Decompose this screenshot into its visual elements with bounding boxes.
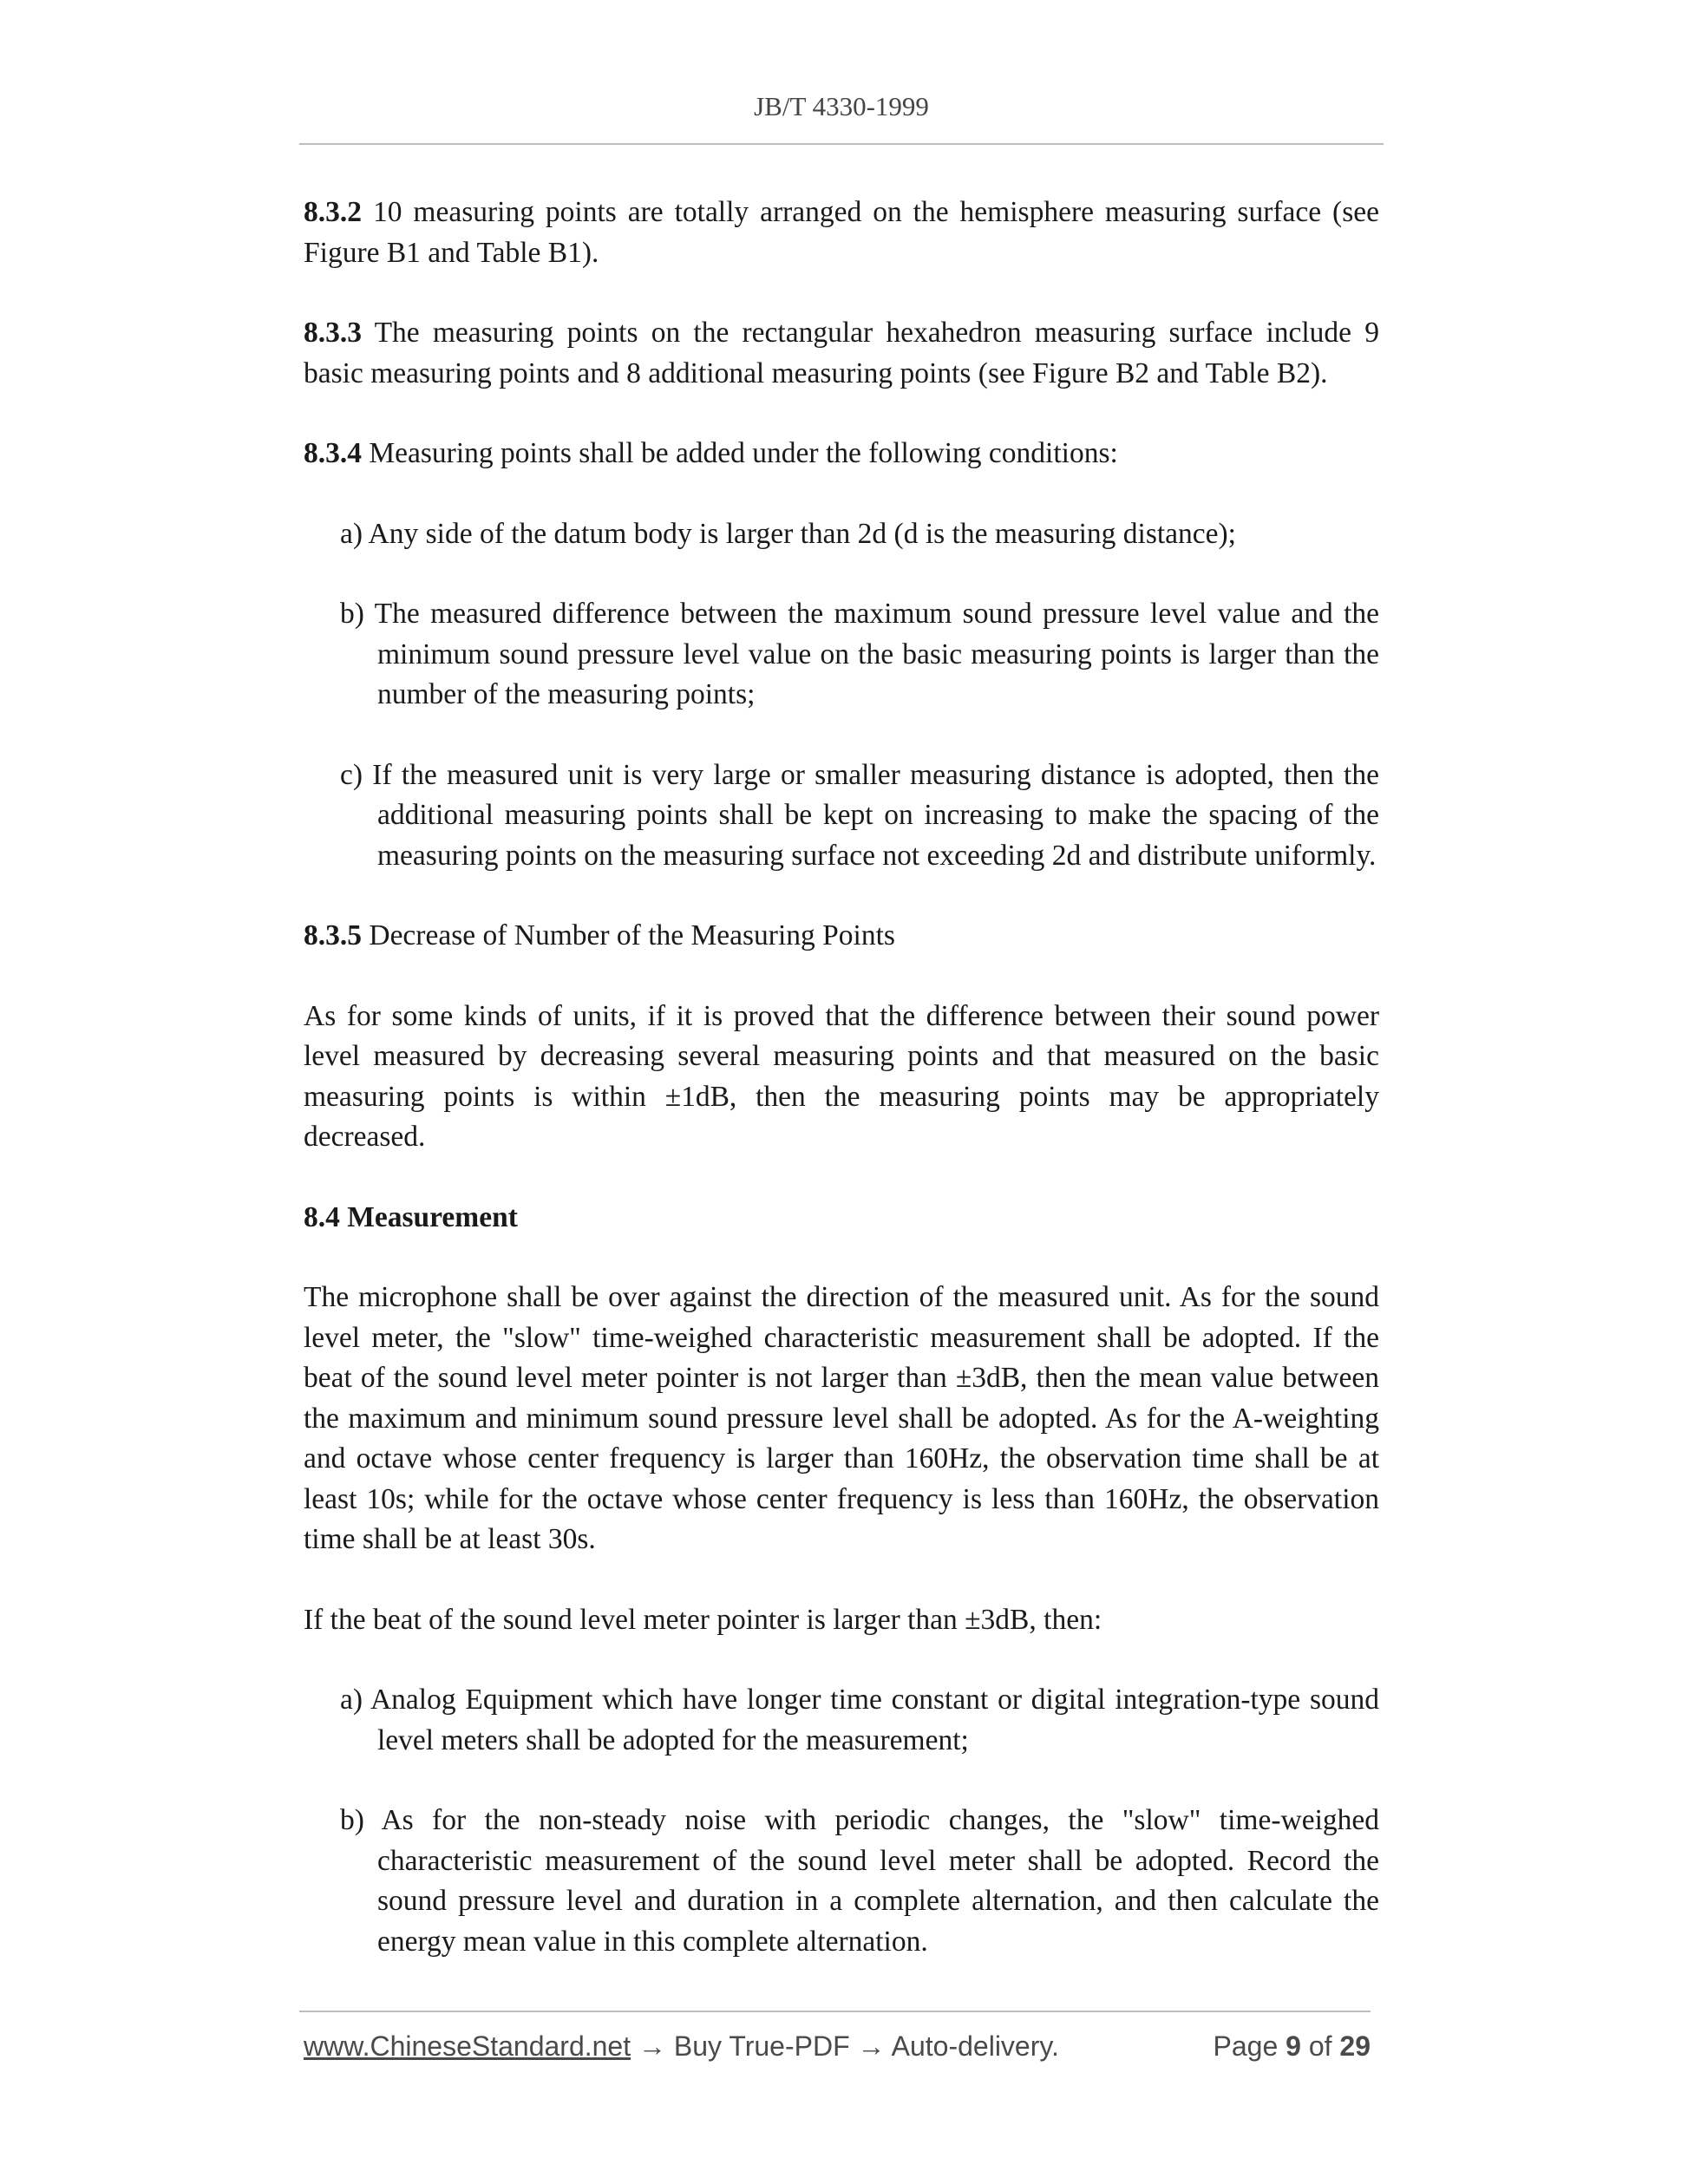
- clause-text: Measuring points shall be added under the following conditions:: [362, 437, 1118, 469]
- condition-item-a: a) Any side of the datum body is larger than 2d (d is the measuring distance);: [340, 517, 1236, 550]
- website-link[interactable]: www.ChineseStandard.net: [304, 2030, 631, 2062]
- clause-8-3-5-body: As for some kinds of units, if it is proved that the difference between their sound power level measured by decreasing several measuring points and that measured on the basic measuring points is within ±1dB, then the measuring points may be appropriately decreased.: [304, 999, 1379, 1153]
- page-footer: [304, 2030, 1371, 2063]
- page-content: [304, 193, 1379, 2002]
- page-number: 9: [1286, 2030, 1301, 2062]
- clause-8-3-3: [304, 313, 1379, 394]
- condition-item-b: b) The measured difference between the maximum sound pressure level value and the minimum sound pressure level value on the basic measuring points is larger than the number of the measuring points;: [340, 598, 1379, 710]
- measurement-body-1: The microphone shall be over against the direction of the measured unit. As for the sound level meter, the "slow" time-weighed characteristic measurement shall be adopted. If the beat of the sound level meter pointer is not larger than ±3dB, then the mean value between the maximum and minimum sound pressure level shall be adopted. As for the A-weighting and octave whose center frequency is larger than 160Hz, the observation time shall be at least 10s; while for the octave whose center frequency is less than 160Hz, the observation time shall be at least 30s.: [304, 1281, 1379, 1555]
- clause-number: 8.3.4: [304, 437, 362, 469]
- measurement-item-a: a) Analog Equipment which have longer time constant or digital integration-type sound level meters shall be adopted for the measurement;: [340, 1684, 1379, 1756]
- clause-8-3-2: [304, 193, 1379, 273]
- measurement-body-2: If the beat of the sound level meter pointer is larger than ±3dB, then:: [304, 1603, 1102, 1636]
- clause-number: 8.3.3: [304, 317, 362, 349]
- clause-title: Decrease of Number of the Measuring Points: [362, 919, 895, 951]
- header-divider: [299, 143, 1384, 145]
- condition-item-c: c) If the measured unit is very large or smaller measuring distance is adopted, then the additional measuring points shall be kept on increasing to make the spacing of the measuring points on the measuring surface not exceeding 2d and distribute uniformly.: [340, 758, 1379, 872]
- document-header: JB/T 4330-1999: [754, 91, 929, 121]
- clause-number: 8.3.2: [304, 196, 362, 228]
- clause-text: The measuring points on the rectangular hexahedron measuring surface include 9 basic measuring points and 8 additional measuring points (see Figure B2 and Table B2).: [304, 317, 1379, 389]
- clause-text: 10 measuring points are totally arranged on the hemisphere measuring surface (see Figure B1 and Table B1).: [304, 196, 1379, 269]
- clause-number: 8.3.5: [304, 919, 362, 951]
- footer-tagline: → Buy True-PDF → Auto-delivery.: [631, 2030, 1059, 2062]
- section-heading-measurement: 8.4 Measurement: [304, 1200, 518, 1233]
- measurement-item-b: b) As for the non-steady noise with periodic changes, the "slow" time-weighed characteristic measurement of the sound level meter shall be adopted. Record the sound pressure level and duration in a complete alternation, and then calculate the energy mean value in this complete alternation.: [340, 1804, 1379, 1958]
- clause-8-3-4: [304, 434, 1379, 474]
- footer-divider: [299, 2011, 1371, 2012]
- page-total: 29: [1339, 2030, 1371, 2062]
- page-word: Page: [1213, 2030, 1286, 2062]
- of-word: of: [1300, 2030, 1340, 2062]
- page-indicator: [1214, 2030, 1371, 2063]
- clause-8-3-5: [304, 916, 1379, 957]
